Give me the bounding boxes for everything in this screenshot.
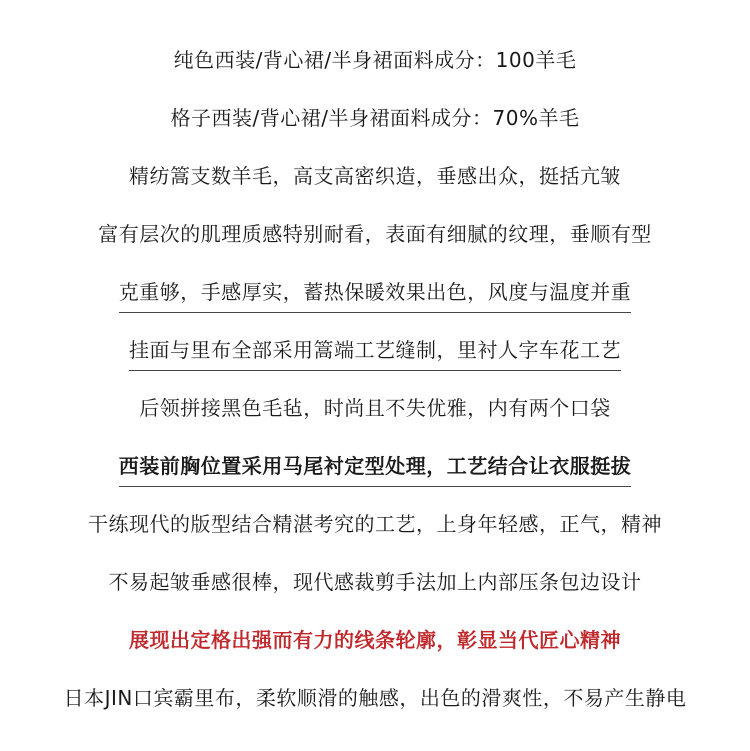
- spec-line-9: [0, 510, 750, 538]
- spec-line-5: [0, 278, 750, 313]
- spec-line-3: [0, 162, 750, 190]
- spec-line-10-text: 不易起皱垂感很棒，现代感裁剪手法加上内部压条包边设计: [108, 570, 642, 594]
- spec-line-2: [0, 104, 750, 132]
- spec-line-11: [0, 626, 750, 654]
- spec-line-7-text: 后领拼接黑色毛毡，时尚且不失优雅，内有两个口袋: [139, 396, 611, 420]
- spec-line-9-text: 干练现代的版型结合精湛考究的工艺，上身年轻感，正气，精神: [88, 512, 662, 536]
- spec-line-8-text: 西装前胸位置采用马尾衬定型处理，工艺结合让衣服挺拔: [119, 452, 632, 487]
- spec-line-12-text: 日本JIN口宾霸里布，柔软顺滑的触感，出色的滑爽性，不易产生静电: [63, 686, 687, 710]
- spec-line-5-text: 克重够，手感厚实，蓄热保暖效果出色，风度与温度并重: [119, 278, 632, 313]
- spec-line-1: [0, 46, 750, 74]
- spec-line-11-text: 展现出定格出强而有力的线条轮廓，彰显当代匠心精神: [129, 628, 621, 652]
- spec-line-2-text: 格子西装/背心裙/半身裙面料成分：70%羊毛: [170, 106, 580, 130]
- spec-line-4-text: 富有层次的肌理质感特别耐看，表面有细腻的纹理，垂顺有型: [98, 222, 652, 246]
- spec-line-6-text: 挂面与里布全部采用篙端工艺缝制，里衬人字车花工艺: [129, 336, 621, 371]
- spec-line-8: [0, 452, 750, 487]
- spec-line-3-text: 精纺篙支数羊毛，高支高密织造，垂感出众，挺括亢皱: [129, 164, 621, 188]
- spec-line-12: [0, 684, 750, 712]
- spec-line-10: [0, 568, 750, 596]
- spec-line-4: [0, 220, 750, 248]
- spec-line-1-text: 纯色西装/背心裙/半身裙面料成分：100羊毛: [173, 48, 577, 72]
- spec-line-6: [0, 336, 750, 371]
- spec-line-7: [0, 394, 750, 422]
